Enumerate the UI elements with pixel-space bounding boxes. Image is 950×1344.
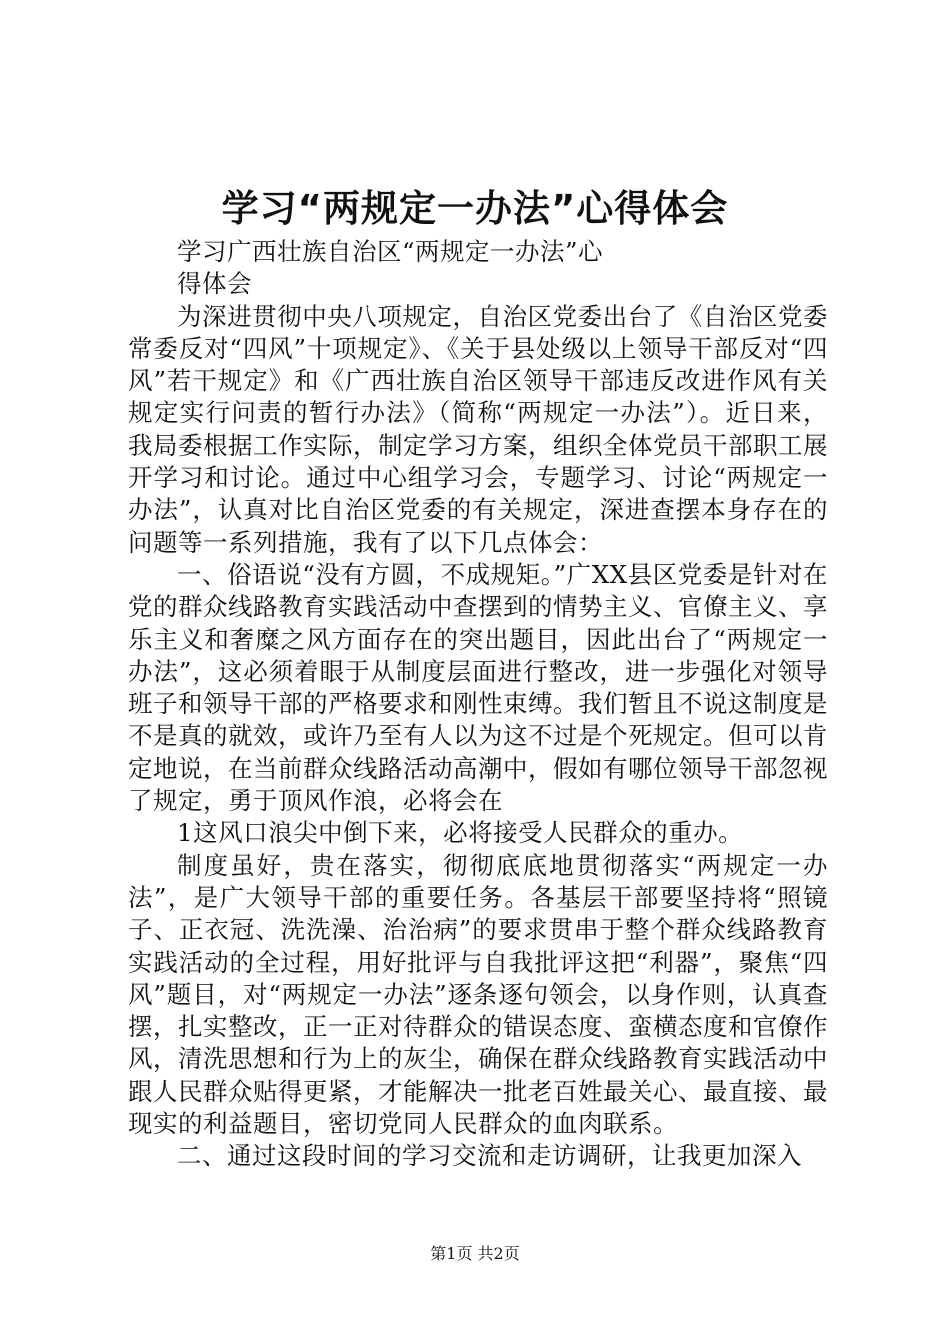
document-title: 学习“两规定一办法”心得体会 [221,187,729,230]
paragraph-intro: 为深进贯彻中央八项规定，自治区党委出台了《自治区党委常委反对“四风”十项规定》、《关于县处级以上领导干部反对“四风”若干规定》和《广西壮族自治区领导干部违反改进作风有关规定实行问责的暂行办法》（简称“两规定一办法”）。近日来，我局委根据工作实际，制定学习方案，组织全体党员干部职工展开学习和讨论。通过中心组学习会，专题学习、讨论“两规定一办法”，认真对比自治区党委的有关规定，深进查摆本身存在的问题等一系列措施，我有了以下几点体会： [128,301,828,557]
paragraph-continuation: 1这风口浪尖中倒下来，必将接受人民群众的重办。 [177,818,744,848]
paragraph-implementation: 制度虽好，贵在落实，彻彻底底地贯彻落实“两规定一办法”，是广大领导干部的重要任务。各基层干部要坚持将“照镜子、正衣冠、洗洗澡、治治病”的要求贯串于整个群众线路教育实践活动的全过程，用好批评与自我批评这把“利器”，聚焦“四风”题目，对“两规定一办法”逐条逐句领会，以身作则，认真查摆，扎实整改，正一正对待群众的错误态度、蛮横态度和官僚作风，清洗思想和行为上的灰尘，确保在群众线路教育实践活动中跟人民群众贴得更紧，才能解决一批老百姓最关心、最直接、最现实的利益题目，密切党同人民群众的血肉联系。 [128,850,828,1139]
subtitle-line-1: 学习广西壮族自治区“两规定一办法”心 [177,237,604,266]
page-footer: 第1页 共2页 [430,1244,520,1263]
paragraph-section-2: 二、通过这段时间的学习交流和走访调研，让我更加深入 [177,1141,802,1171]
subtitle-line-2: 得体会 [177,269,252,299]
paragraph-section-1: 一、俗语说“没有方圆，不成规矩。”广XX县区党委是针对在党的群众线路教育实践活动中查摆到的情势主义、官僚主义、享乐主义和奢糜之风方面存在的突出题目，因此出台了“两规定一办法”，这必须着眼于从制度层面进行整改，进一步强化对领导班子和领导干部的严格要求和刚性束缚。我们暂且不说这制度是不是真的就效，或许乃至有人以为这不过是个死规定。但可以肯定地说，在当前群众线路活动高潮中，假如有哪位领导干部忽视了规定，勇于顶风作浪，必将会在 [128,559,828,816]
document-body [128,236,828,1173]
